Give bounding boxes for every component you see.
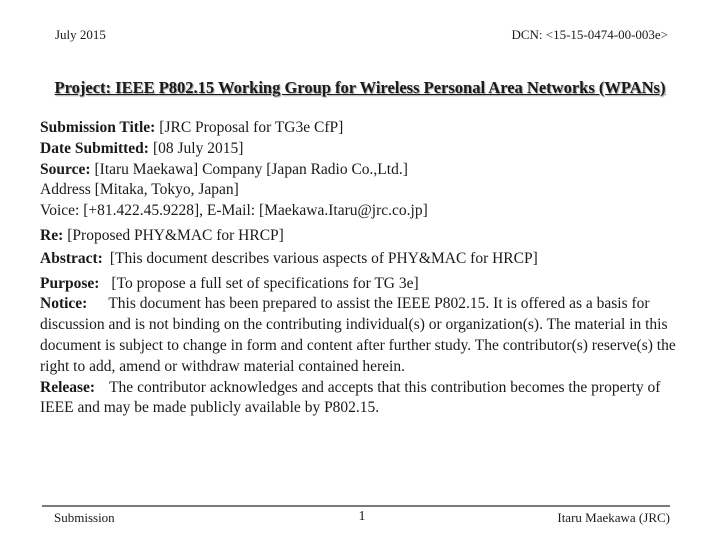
para-notice	[40, 294, 684, 377]
purpose-value: [To propose a full set of specifications for TG 3e]	[111, 274, 419, 292]
header-dcn: DCN: <15-15-0474-00-003e>	[511, 27, 668, 42]
re-label: Re:	[40, 226, 64, 244]
line-abstract	[40, 249, 684, 270]
line-date-submitted	[40, 139, 684, 160]
header-date: July 2015	[55, 27, 106, 42]
footer-author: Itaru Maekawa (JRC)	[557, 510, 670, 525]
submission-title-value: [JRC Proposal for TG3e CfP]	[159, 119, 344, 136]
page-footer	[42, 510, 670, 527]
line-voice-email: Voice: [+81.422.45.9228], E-Mail: [Maekawa.Itaru@jrc.co.jp]	[40, 202, 428, 220]
date-submitted-value: [08 July 2015]	[152, 139, 244, 157]
source-label: Source:	[40, 160, 91, 178]
abstract-label: Abstract:	[40, 249, 103, 267]
submission-title-label: Submission Title:	[40, 119, 156, 136]
para-release	[40, 378, 684, 420]
re-value: [Proposed PHY&MAC for HRCP]	[67, 226, 284, 244]
footer-page-number: 1	[358, 509, 366, 524]
document-body	[40, 118, 684, 419]
notice-text: This document has been prepared to assist the IEEE P802.15. It is offered as a basis for discussion and is not binding on the contributing individual(s) or organization(s). The material in this document is subject to change in form and content after further study. The contributor(s) reserve(s) the right to add, amend or withdraw material contained herein.	[40, 295, 676, 375]
line-purpose	[40, 274, 684, 295]
release-text: The contributor acknowledges and accepts that this contribution becomes the property of IEEE and may be made publicly available by P802.15.	[40, 378, 661, 417]
release-label: Release:	[40, 378, 96, 396]
notice-label: Notice:	[40, 295, 88, 313]
line-submission-title	[40, 118, 684, 139]
line-source	[40, 160, 684, 181]
date-submitted-label: Date Submitted:	[40, 139, 149, 157]
document-title: Project: IEEE P802.15 Working Group for Wireless Personal Area Networks (WPANs)	[54, 78, 666, 97]
footer-divider	[42, 505, 670, 507]
abstract-value: [This document describes various aspects of PHY&MAC for HRCP]	[109, 249, 538, 267]
page-header	[55, 27, 668, 43]
line-re	[40, 226, 684, 247]
purpose-label: Purpose:	[40, 274, 100, 292]
source-value: [Itaru Maekawa] Company [Japan Radio Co.,Ltd.]	[94, 160, 408, 178]
line-address: Address [Mitaka, Tokyo, Japan]	[40, 181, 239, 199]
footer-submission-label: Submission	[54, 510, 115, 525]
